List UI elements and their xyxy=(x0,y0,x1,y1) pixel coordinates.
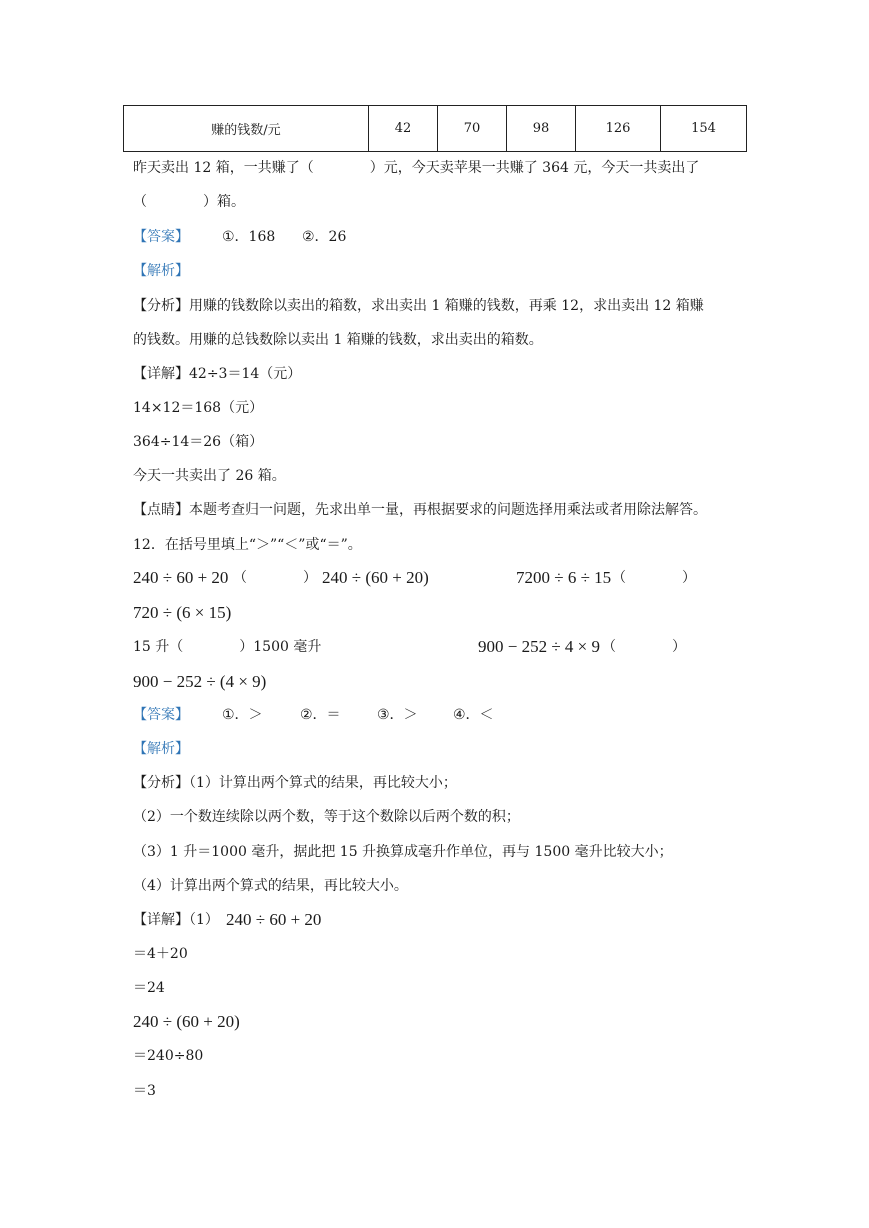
q11-detail-line4: 今天一共卖出了 26 箱。 xyxy=(133,468,286,484)
q12-fenxi-line3: （3）1 升＝1000 毫升，据此把 15 升换算成毫升作单位，再与 1500 毫升比较大小； xyxy=(133,844,673,860)
q11-fenxi-line2: 的钱数。用赚的总钱数除以卖出 1 箱赚的钱数，求出卖出的箱数。 xyxy=(133,332,543,348)
q12-step-1: ＝4＋20 xyxy=(133,946,188,962)
q12-detail-expression: 240 ÷ 60 + 20 xyxy=(226,910,322,929)
q11-answer-label: 【答案】 xyxy=(133,229,189,245)
q12-blank-c: （ ） xyxy=(612,570,696,586)
table-row xyxy=(124,106,747,152)
q12-answer-1: ①．＞ xyxy=(222,707,263,723)
q11-detail-line3: 364÷14＝26（箱） xyxy=(133,434,264,450)
q12-fenxi-line1: 【分析】（1）计算出两个算式的结果，再比较大小； xyxy=(133,775,457,791)
data-table xyxy=(123,105,747,152)
q11-fenxi-line1: 【分析】用赚的钱数除以卖出的箱数，求出卖出 1 箱赚的钱数，再乘 12，求出卖出 12 箱赚 xyxy=(133,298,704,314)
q11-dianjing: 【点睛】本题考查归一问题，先求出单一量，再根据要求的问题选择用乘法或者用除法解答。 xyxy=(133,502,707,518)
q12-answer-2: ②．＝ xyxy=(300,707,341,723)
q12-detail-label: 【详解】（1） xyxy=(133,912,219,928)
q12-answer-4: ④．＜ xyxy=(453,707,494,723)
q12-step-5: ＝3 xyxy=(133,1083,156,1099)
q12-item-e: 15 升（ ）1500 毫升 xyxy=(133,639,322,655)
q12-answer-label: 【答案】 xyxy=(133,707,189,723)
q11-detail-line1: 【详解】42÷3＝14（元） xyxy=(133,366,302,382)
q12-answer-3: ③．＞ xyxy=(377,707,418,723)
table-header-cell: 赚的钱数/元 xyxy=(124,106,369,152)
q12-expression-a: 240 ÷ 60 + 20 xyxy=(133,568,229,587)
q12-fenxi-line4: （4）计算出两个算式的结果，再比较大小。 xyxy=(133,878,408,894)
q12-expression-c: 7200 ÷ 6 ÷ 15 xyxy=(516,568,612,587)
q11-analysis-label: 【解析】 xyxy=(133,263,189,279)
q12-expression-b: 240 ÷ (60 + 20) xyxy=(322,568,429,587)
q12-title: 12．在括号里填上“＞”“＜”或“＝”。 xyxy=(133,537,362,553)
q12-expression-g: 900 − 252 ÷ (4 × 9) xyxy=(133,672,267,691)
q11-detail-line2: 14×12＝168（元） xyxy=(133,400,264,416)
table-cell: 42 xyxy=(369,106,438,152)
table-cell: 154 xyxy=(661,106,747,152)
q12-expression-d: 720 ÷ (6 × 15) xyxy=(133,603,232,622)
q12-expression-f: 900 − 252 ÷ 4 × 9 xyxy=(478,637,601,656)
q12-step-2: ＝24 xyxy=(133,980,165,996)
q12-blank-f: （ ） xyxy=(602,639,686,655)
table-cell: 70 xyxy=(438,106,507,152)
q12-blank-a: （ ） xyxy=(233,570,317,586)
q12-analysis-label: 【解析】 xyxy=(133,741,189,757)
q12-fenxi-line2: （2）一个数连续除以两个数，等于这个数除以后两个数的积； xyxy=(133,809,520,825)
q11-answer-1: ①．168 xyxy=(222,229,276,245)
q11-answer-2: ②．26 xyxy=(302,229,347,245)
table-cell: 98 xyxy=(507,106,576,152)
q12-step-3-expression: 240 ÷ (60 + 20) xyxy=(133,1012,240,1031)
q12-step-4: ＝240÷80 xyxy=(133,1048,204,1064)
q11-text-line1: 昨天卖出 12 箱，一共赚了（ ）元，今天卖苹果一共赚了 364 元，今天一共卖出了 xyxy=(133,160,700,176)
table-cell: 126 xyxy=(576,106,661,152)
q11-text-line2: （ ）箱。 xyxy=(133,194,245,210)
